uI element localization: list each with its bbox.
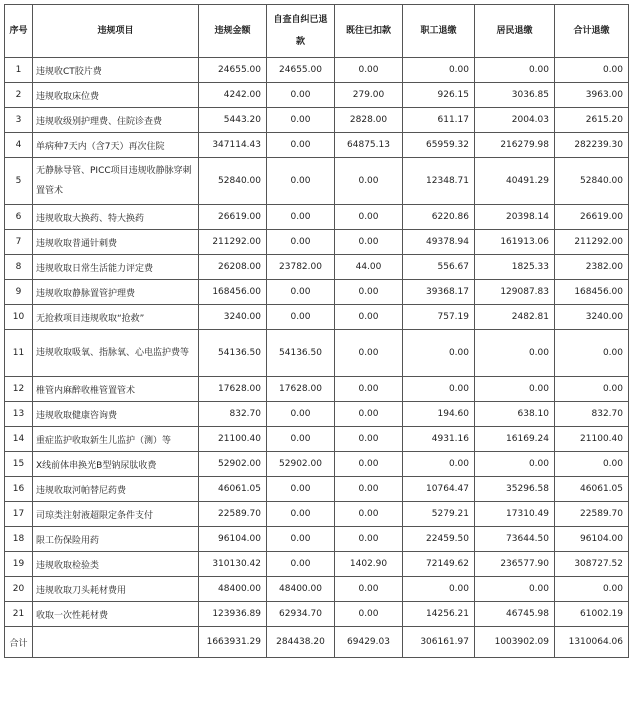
cell-no: 5 (5, 158, 33, 205)
cell-prior-deduction: 0.00 (335, 577, 403, 602)
totals-amount: 1663931.29 (199, 627, 267, 658)
header-row (5, 5, 629, 58)
cell-self-refund: 0.00 (267, 280, 335, 305)
cell-total-refund: 832.70 (555, 402, 629, 427)
cell-resident-refund: 16169.24 (475, 427, 555, 452)
cell-total-refund: 3963.00 (555, 83, 629, 108)
cell-total-refund: 52840.00 (555, 158, 629, 205)
cell-item: 违规收级别护理费、住院诊查费 (33, 108, 199, 133)
cell-no: 7 (5, 230, 33, 255)
totals-label: 合计 (5, 627, 33, 658)
cell-total-refund: 282239.30 (555, 133, 629, 158)
cell-prior-deduction: 0.00 (335, 502, 403, 527)
cell-prior-deduction: 0.00 (335, 305, 403, 330)
cell-staff-refund: 0.00 (403, 58, 475, 83)
cell-item: 违规收取大换药、特大换药 (33, 205, 199, 230)
cell-staff-refund: 0.00 (403, 377, 475, 402)
cell-staff-refund: 14256.21 (403, 602, 475, 627)
cell-resident-refund: 46745.98 (475, 602, 555, 627)
cell-item: 单病种7天内（含7天）再次住院 (33, 133, 199, 158)
table-row (5, 108, 629, 133)
cell-staff-refund: 72149.62 (403, 552, 475, 577)
cell-no: 6 (5, 205, 33, 230)
header-total-refund: 合计退缴 (555, 5, 629, 58)
cell-amount: 21100.40 (199, 427, 267, 452)
cell-total-refund: 0.00 (555, 330, 629, 377)
cell-total-refund: 3240.00 (555, 305, 629, 330)
cell-amount: 211292.00 (199, 230, 267, 255)
cell-resident-refund: 2482.81 (475, 305, 555, 330)
cell-total-refund: 0.00 (555, 58, 629, 83)
penalty-table-container (4, 4, 629, 658)
cell-amount: 22589.70 (199, 502, 267, 527)
table-row (5, 377, 629, 402)
table-row (5, 305, 629, 330)
cell-self-refund: 0.00 (267, 133, 335, 158)
cell-self-refund: 0.00 (267, 158, 335, 205)
header-amount: 违规金额 (199, 5, 267, 58)
cell-self-refund: 62934.70 (267, 602, 335, 627)
totals-self-refund: 284438.20 (267, 627, 335, 658)
totals-prior-deduction: 69429.03 (335, 627, 403, 658)
cell-staff-refund: 10764.47 (403, 477, 475, 502)
cell-staff-refund: 556.67 (403, 255, 475, 280)
table-row (5, 158, 629, 205)
cell-item: 收取一次性耗材费 (33, 602, 199, 627)
cell-staff-refund: 611.17 (403, 108, 475, 133)
cell-item: 椎管内麻醉收椎管置管术 (33, 377, 199, 402)
cell-item: 违规收取检验类 (33, 552, 199, 577)
table-row (5, 427, 629, 452)
cell-no: 21 (5, 602, 33, 627)
cell-resident-refund: 236577.90 (475, 552, 555, 577)
cell-item: 违规收取静脉置管护理费 (33, 280, 199, 305)
cell-resident-refund: 35296.58 (475, 477, 555, 502)
cell-amount: 52840.00 (199, 158, 267, 205)
cell-total-refund: 0.00 (555, 452, 629, 477)
cell-item: 违规收CT胶片费 (33, 58, 199, 83)
cell-self-refund: 0.00 (267, 502, 335, 527)
header-resident-refund: 居民退缴 (475, 5, 555, 58)
cell-staff-refund: 65959.32 (403, 133, 475, 158)
cell-total-refund: 0.00 (555, 377, 629, 402)
cell-no: 8 (5, 255, 33, 280)
cell-total-refund: 61002.19 (555, 602, 629, 627)
cell-total-refund: 2615.20 (555, 108, 629, 133)
cell-item: 无抢救项目违规收取“抢救” (33, 305, 199, 330)
cell-self-refund: 24655.00 (267, 58, 335, 83)
cell-prior-deduction: 0.00 (335, 230, 403, 255)
cell-no: 11 (5, 330, 33, 377)
cell-total-refund: 22589.70 (555, 502, 629, 527)
cell-prior-deduction: 0.00 (335, 527, 403, 552)
cell-self-refund: 0.00 (267, 527, 335, 552)
table-row (5, 452, 629, 477)
cell-prior-deduction: 0.00 (335, 477, 403, 502)
table-row (5, 577, 629, 602)
cell-prior-deduction: 44.00 (335, 255, 403, 280)
table-row (5, 205, 629, 230)
cell-resident-refund: 20398.14 (475, 205, 555, 230)
cell-resident-refund: 40491.29 (475, 158, 555, 205)
cell-amount: 832.70 (199, 402, 267, 427)
violation-refund-table (4, 4, 629, 658)
cell-prior-deduction: 1402.90 (335, 552, 403, 577)
cell-total-refund: 308727.52 (555, 552, 629, 577)
cell-resident-refund: 2004.03 (475, 108, 555, 133)
cell-amount: 17628.00 (199, 377, 267, 402)
totals-resident-refund: 1003902.09 (475, 627, 555, 658)
cell-total-refund: 26619.00 (555, 205, 629, 230)
cell-staff-refund: 4931.16 (403, 427, 475, 452)
header-prior-deduction: 既往已扣款 (335, 5, 403, 58)
cell-staff-refund: 39368.17 (403, 280, 475, 305)
cell-total-refund: 2382.00 (555, 255, 629, 280)
cell-amount: 347114.43 (199, 133, 267, 158)
table-row (5, 330, 629, 377)
cell-total-refund: 168456.00 (555, 280, 629, 305)
table-row (5, 552, 629, 577)
totals-row (5, 627, 629, 658)
cell-self-refund: 0.00 (267, 205, 335, 230)
cell-amount: 46061.05 (199, 477, 267, 502)
cell-item: 司琼类注射液超限定条件支付 (33, 502, 199, 527)
cell-item: 重症监护收取新生儿监护（测）等 (33, 427, 199, 452)
header-staff-refund: 职工退缴 (403, 5, 475, 58)
cell-no: 15 (5, 452, 33, 477)
cell-resident-refund: 1825.33 (475, 255, 555, 280)
cell-amount: 26619.00 (199, 205, 267, 230)
cell-total-refund: 211292.00 (555, 230, 629, 255)
cell-amount: 24655.00 (199, 58, 267, 83)
cell-resident-refund: 17310.49 (475, 502, 555, 527)
cell-no: 10 (5, 305, 33, 330)
table-row (5, 255, 629, 280)
cell-prior-deduction: 0.00 (335, 602, 403, 627)
cell-staff-refund: 6220.86 (403, 205, 475, 230)
cell-no: 20 (5, 577, 33, 602)
cell-prior-deduction: 0.00 (335, 158, 403, 205)
cell-amount: 168456.00 (199, 280, 267, 305)
cell-no: 17 (5, 502, 33, 527)
cell-resident-refund: 3036.85 (475, 83, 555, 108)
cell-staff-refund: 757.19 (403, 305, 475, 330)
cell-self-refund: 52902.00 (267, 452, 335, 477)
cell-no: 12 (5, 377, 33, 402)
header-item: 违规项目 (33, 5, 199, 58)
table-row (5, 133, 629, 158)
cell-no: 16 (5, 477, 33, 502)
cell-staff-refund: 22459.50 (403, 527, 475, 552)
cell-amount: 52902.00 (199, 452, 267, 477)
cell-staff-refund: 926.15 (403, 83, 475, 108)
cell-total-refund: 46061.05 (555, 477, 629, 502)
cell-item: 限工伤保险用药 (33, 527, 199, 552)
cell-amount: 310130.42 (199, 552, 267, 577)
cell-resident-refund: 0.00 (475, 377, 555, 402)
cell-staff-refund: 0.00 (403, 577, 475, 602)
cell-self-refund: 0.00 (267, 305, 335, 330)
cell-self-refund: 0.00 (267, 477, 335, 502)
cell-staff-refund: 0.00 (403, 330, 475, 377)
cell-staff-refund: 194.60 (403, 402, 475, 427)
cell-item: 违规收取吸氧、指脉氧、心电监护费等 (33, 330, 199, 377)
table-row (5, 280, 629, 305)
table-body (5, 58, 629, 658)
cell-self-refund: 17628.00 (267, 377, 335, 402)
cell-item: 无静脉导管、PICC项目违规收静脉穿刺置管术 (33, 158, 199, 205)
cell-amount: 48400.00 (199, 577, 267, 602)
cell-total-refund: 21100.40 (555, 427, 629, 452)
cell-prior-deduction: 279.00 (335, 83, 403, 108)
cell-resident-refund: 0.00 (475, 577, 555, 602)
cell-no: 4 (5, 133, 33, 158)
cell-staff-refund: 49378.94 (403, 230, 475, 255)
cell-prior-deduction: 0.00 (335, 427, 403, 452)
cell-self-refund: 0.00 (267, 427, 335, 452)
table-row (5, 230, 629, 255)
table-row (5, 83, 629, 108)
cell-item: X线前体串换光B型钠尿肽收费 (33, 452, 199, 477)
header-self-refund: 自查自纠已退款 (267, 5, 335, 58)
cell-no: 13 (5, 402, 33, 427)
cell-resident-refund: 0.00 (475, 58, 555, 83)
cell-item: 违规收取床位费 (33, 83, 199, 108)
cell-resident-refund: 638.10 (475, 402, 555, 427)
cell-prior-deduction: 2828.00 (335, 108, 403, 133)
cell-item: 违规收取日常生活能力评定费 (33, 255, 199, 280)
cell-no: 1 (5, 58, 33, 83)
cell-self-refund: 0.00 (267, 83, 335, 108)
cell-prior-deduction: 0.00 (335, 330, 403, 377)
cell-amount: 3240.00 (199, 305, 267, 330)
cell-item: 违规收取健康咨询费 (33, 402, 199, 427)
cell-self-refund: 0.00 (267, 402, 335, 427)
cell-amount: 96104.00 (199, 527, 267, 552)
totals-item-empty (33, 627, 199, 658)
cell-staff-refund: 0.00 (403, 452, 475, 477)
totals-total-refund: 1310064.06 (555, 627, 629, 658)
cell-staff-refund: 12348.71 (403, 158, 475, 205)
table-row (5, 527, 629, 552)
cell-self-refund: 0.00 (267, 108, 335, 133)
cell-amount: 26208.00 (199, 255, 267, 280)
cell-prior-deduction: 0.00 (335, 452, 403, 477)
cell-self-refund: 54136.50 (267, 330, 335, 377)
header-no: 序号 (5, 5, 33, 58)
cell-self-refund: 48400.00 (267, 577, 335, 602)
totals-staff-refund: 306161.97 (403, 627, 475, 658)
table-row (5, 58, 629, 83)
cell-amount: 123936.89 (199, 602, 267, 627)
cell-no: 2 (5, 83, 33, 108)
cell-self-refund: 23782.00 (267, 255, 335, 280)
cell-item: 违规收取刀头耗材费用 (33, 577, 199, 602)
cell-total-refund: 96104.00 (555, 527, 629, 552)
cell-prior-deduction: 64875.13 (335, 133, 403, 158)
table-row (5, 477, 629, 502)
cell-resident-refund: 129087.83 (475, 280, 555, 305)
table-row (5, 402, 629, 427)
cell-no: 9 (5, 280, 33, 305)
cell-resident-refund: 216279.98 (475, 133, 555, 158)
cell-resident-refund: 73644.50 (475, 527, 555, 552)
cell-item: 违规收取普通针刺费 (33, 230, 199, 255)
cell-self-refund: 0.00 (267, 230, 335, 255)
table-row (5, 602, 629, 627)
cell-no: 18 (5, 527, 33, 552)
cell-no: 3 (5, 108, 33, 133)
cell-staff-refund: 5279.21 (403, 502, 475, 527)
cell-no: 19 (5, 552, 33, 577)
cell-prior-deduction: 0.00 (335, 377, 403, 402)
cell-prior-deduction: 0.00 (335, 205, 403, 230)
cell-no: 14 (5, 427, 33, 452)
cell-prior-deduction: 0.00 (335, 280, 403, 305)
cell-total-refund: 0.00 (555, 577, 629, 602)
cell-self-refund: 0.00 (267, 552, 335, 577)
table-row (5, 502, 629, 527)
cell-amount: 4242.00 (199, 83, 267, 108)
cell-resident-refund: 0.00 (475, 330, 555, 377)
cell-prior-deduction: 0.00 (335, 58, 403, 83)
cell-amount: 54136.50 (199, 330, 267, 377)
cell-resident-refund: 0.00 (475, 452, 555, 477)
cell-resident-refund: 161913.06 (475, 230, 555, 255)
cell-item: 违规收取河帕替尼药费 (33, 477, 199, 502)
cell-amount: 5443.20 (199, 108, 267, 133)
cell-prior-deduction: 0.00 (335, 402, 403, 427)
